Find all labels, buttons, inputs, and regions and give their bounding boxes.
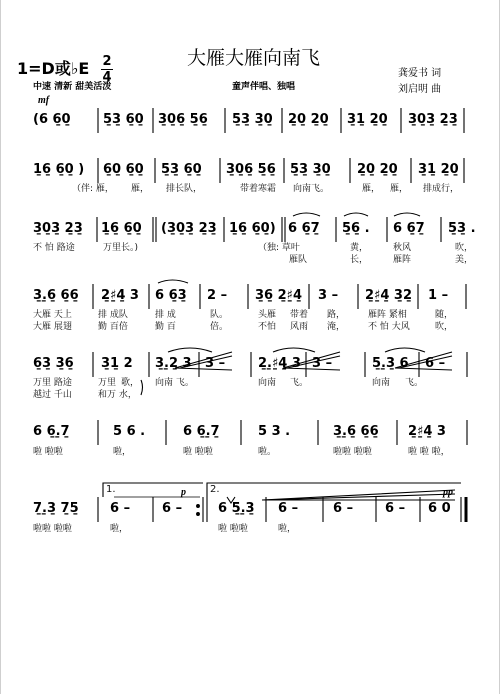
measure: 6 0 (428, 501, 451, 516)
lyric: 歌， (121, 378, 140, 388)
slur (293, 213, 320, 216)
lyric: 啦， (113, 447, 132, 457)
measure: 6 – (110, 501, 131, 516)
slur (394, 213, 420, 216)
measure: 3̱1̱ 2̱0̱ (347, 112, 388, 127)
lyric: 向南 (258, 378, 277, 388)
lyric: 路， (327, 310, 346, 320)
tie (385, 348, 425, 352)
volta-second-label: 2. (210, 484, 220, 495)
lyric: 和万 水， (98, 390, 137, 400)
lyric: 淹， (327, 322, 346, 332)
lyric: 啦 啦 啦， (408, 447, 450, 457)
measure: (3̱0̱3̱ 2̱3̱ (161, 221, 217, 236)
repeat-dot (197, 505, 200, 508)
composer-credit: 刘启明 曲 (398, 84, 442, 95)
measure: 5̱.̱3̱ 6 (372, 356, 409, 371)
measure: 6 – (425, 356, 446, 371)
lyric: 排长队， (166, 184, 203, 194)
lyric: 雁， (390, 184, 409, 194)
hairpin-line (399, 356, 452, 371)
lyric: 带着寒霜 (240, 184, 277, 194)
measure: 5 3 . (258, 424, 291, 439)
measure: 6̱0̱ 6̱0̱ (103, 162, 144, 177)
volta-first-label: 1. (106, 484, 116, 495)
measure: 6 6̱3̱ (155, 288, 187, 303)
lyric: （伴: 雁， (72, 184, 114, 194)
lyric: 万里长。) (103, 243, 139, 253)
lyric: 啦。 (258, 447, 277, 457)
measure: 3̱.̱6̱ 6̱6̱ (33, 288, 79, 303)
lyric: 雁阵 紧相 (368, 310, 407, 320)
performance-note: 童声伴唱、独唱 (232, 82, 296, 92)
tie (273, 348, 315, 352)
lyric: 万里 路途 (33, 378, 72, 388)
measure: 1̱6̱ 6̱0̱ (101, 221, 142, 236)
lyric: （独: 草叶 (258, 243, 300, 253)
lyric: 向南 (372, 378, 391, 388)
measure: 5̱3̱ 3̱0̱ (232, 112, 273, 127)
dynamic-p: p (181, 487, 186, 498)
measure: 2̱.̱♯̱4̱ 3 (258, 356, 301, 371)
lyric: 头雁 (258, 310, 277, 320)
measure: 6 6̱.̱7̱ (33, 424, 70, 439)
lyric: 带着 (290, 310, 309, 320)
measure: 3̱.̱6̱ 6̱6̱ (333, 424, 379, 439)
measure: 1̱6̱ 6̱0̱ ) (33, 162, 85, 177)
measure: 3̱0̱3̱ 2̱3̱ (408, 112, 458, 127)
measure: 2̱0̱ 2̱0̱ (288, 112, 329, 127)
measure: 3 – (205, 356, 226, 371)
lyric: 吹， (455, 243, 474, 253)
lyric: 长， (350, 255, 369, 265)
time-signature-bottom: 4 (102, 70, 112, 85)
lyric: 勤 百倍 (98, 322, 128, 332)
lyric: 排 成 (155, 310, 176, 320)
lyric: 随， (435, 310, 454, 320)
lyric: 啦， (110, 524, 129, 534)
measure: 6 – (385, 501, 406, 516)
measure: 2 – (207, 288, 228, 303)
measure: 5̱3̱ 6̱0̱ (103, 112, 144, 127)
lyric: 不 怕 大风 (368, 322, 410, 332)
measure: 3 – (318, 288, 339, 303)
tie (168, 348, 212, 352)
lyric: 美， (455, 255, 474, 265)
measure: 5̱3̱ 3̱0̱ (290, 162, 331, 177)
hairpin-line (287, 356, 340, 371)
key-signature: 1=D或♭E (17, 59, 90, 78)
lyric: 雁， (362, 184, 381, 194)
lyric: 啦 啦啦 (33, 447, 63, 457)
slur (344, 213, 368, 216)
lyricist-credit: 龚爱书 词 (398, 68, 442, 79)
hairpin-line (180, 356, 232, 371)
lyric: 雁阵 (393, 255, 412, 265)
lyric: 大雁 天上 (33, 310, 72, 320)
lyric: 吹， (435, 322, 454, 332)
lyric: 啦 啦啦 (183, 447, 213, 457)
lyric: 秋风 (393, 243, 412, 253)
lyric: 越过 千山 (33, 390, 72, 400)
lyric: 不 怕 路途 (33, 243, 75, 253)
measure: 3̱0̱6̱ 5̱6̱ (226, 162, 276, 177)
lyric-brace (141, 380, 143, 395)
measure: 3̱1̱ 2 (101, 356, 133, 371)
lyric: 勤 百 (155, 322, 176, 332)
volta-first-bracket (103, 483, 203, 497)
slur (158, 280, 188, 283)
measure: (6 6̱0̱ (33, 112, 71, 127)
measure: 7̱.̱3̱ 7̱5̱ (33, 501, 79, 516)
lyric: 向南 飞。 (155, 378, 194, 388)
measure: 5 6 . (113, 424, 146, 439)
measure: 6 6̱7̱ (393, 221, 425, 236)
measure: 2̱♯̱4̱ 3 (408, 424, 446, 439)
measure: 1 – (428, 288, 449, 303)
lyric: 风雨 (290, 322, 309, 332)
lyric: 不怕 (258, 322, 277, 332)
measure: 6 – (162, 501, 183, 516)
tempo-marking: 中速 清新 甜美活泼 (33, 82, 112, 92)
lyric: 排 成队 (98, 310, 128, 320)
lyric: 雁， (131, 184, 150, 194)
measure: 6 5̱.̱3̱ (218, 501, 255, 516)
measure: 3 – (312, 356, 333, 371)
measure: 5̱3̱ 6̱0̱ (161, 162, 202, 177)
lyric: 倍。 (210, 322, 229, 332)
lyric: 向南飞。 (293, 184, 330, 194)
lyric: 啦啦 啦啦 (333, 447, 372, 457)
lyric: 飞。 (405, 378, 424, 388)
lyric: 飞。 (290, 378, 309, 388)
measure: 3̱6̱ 2̱♯̱4̱ (255, 288, 302, 303)
lyric: 雁队 (289, 255, 308, 265)
time-signature-top: 2 (102, 54, 112, 69)
measure: 2̱0̱ 2̱0̱ (357, 162, 398, 177)
lyric: 队。 (210, 310, 229, 320)
lyric: 黄， (350, 243, 369, 253)
measure: 6̱3̱ 3̱6̱ (33, 356, 74, 371)
lyric: 啦啦 啦啦 (33, 524, 72, 534)
measure: 2̱♯̱4̱ 3̱2̱ (365, 288, 412, 303)
measure: 3̱.̱2̱ 3 (155, 356, 192, 371)
lyric: 啦， (278, 524, 297, 534)
dynamic-mf: mf (38, 95, 50, 106)
measure: 3̱0̱3̱ 2̱3̱ (33, 221, 83, 236)
measure: 5̱6̱ . (342, 221, 370, 236)
repeat-dot (197, 513, 200, 516)
dynamic-pp: pp (443, 487, 453, 498)
measure: 6 6̱7̱ (288, 221, 320, 236)
measure: 6 – (333, 501, 354, 516)
measure: 6 6̱.̱7̱ (183, 424, 220, 439)
song-title: 大雁大雁向南飞 (187, 47, 321, 69)
lyric: 大雁 展翅 (33, 322, 72, 332)
measure: 1̱6̱ 6̱0̱) (229, 221, 276, 236)
measure: 6 – (278, 501, 299, 516)
measure: 3̱1̱ 2̱0̱ (418, 162, 459, 177)
measure: 5̱3̱ . (448, 221, 476, 236)
lyric: 啦 啦啦 (218, 524, 248, 534)
lyric: 万里 (98, 378, 117, 388)
lyric: 排成行， (423, 184, 460, 194)
measure: 3̱0̱6̱ 5̱6̱ (158, 112, 208, 127)
measure: 2̱♯̱4̱ 3 (101, 288, 139, 303)
breath-mark (227, 497, 235, 503)
